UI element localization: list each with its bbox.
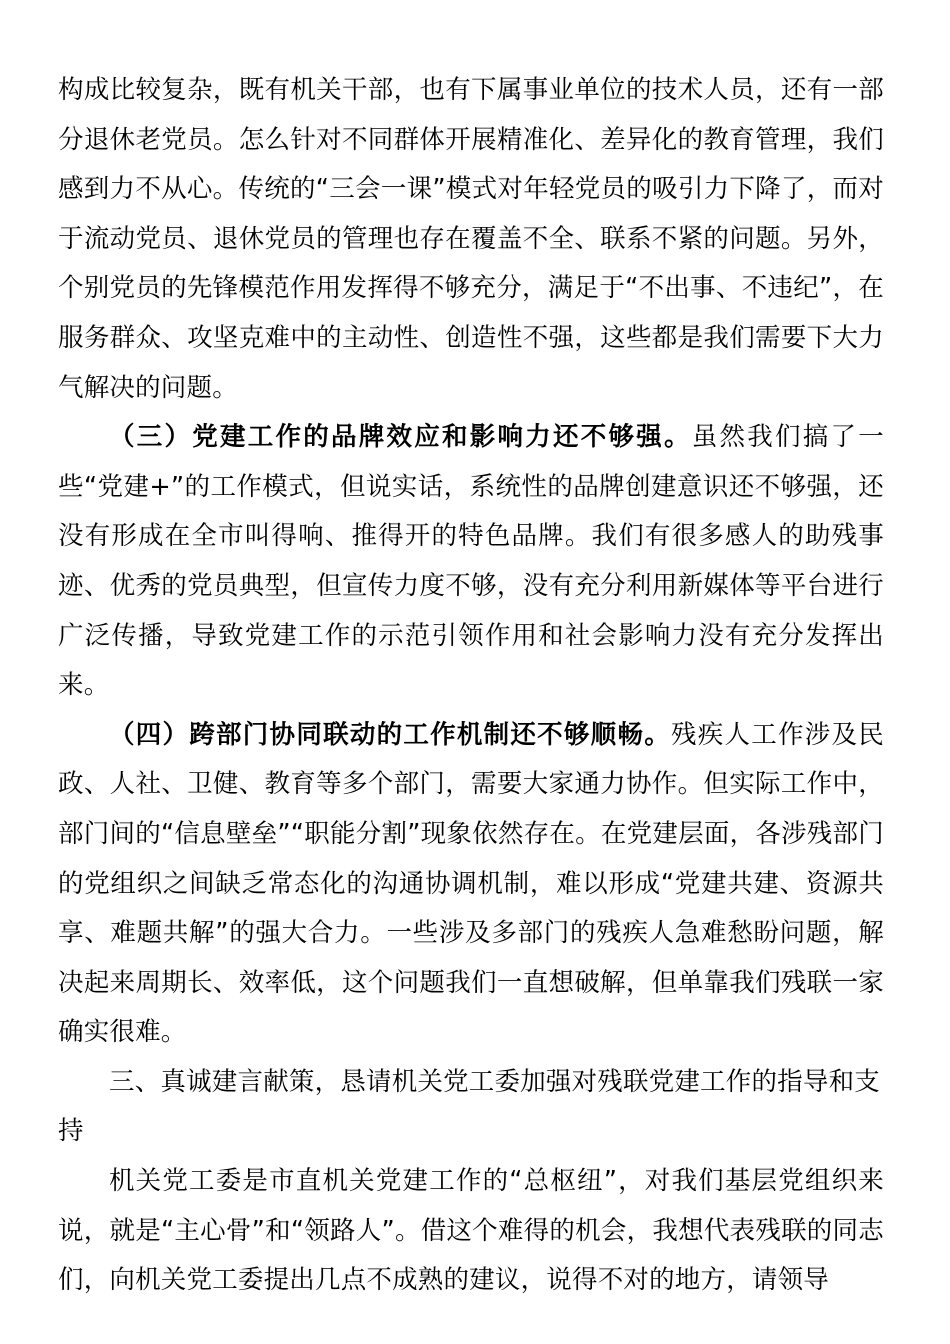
paragraph-text: 构成比较复杂，既有机关干部，也有下属事业单位的技术人员，还有一部分退休老党员。怎么针对不同群体开展精准化、差异化的教育管理，我们感到力不从心。传统的“三会一课”模式对年轻党员的吸引力下降了，而对于流动党员、退休党员的管理也存在覆盖不全、联系不紧的问题。另外，个别党员的先锋模范作用发挥得不够充分，满足于“不出事、不违纪”，在服务群众、攻坚克难中的主动性、创造性不强，这些都是我们需要下大力气解决的问题。 [58, 75, 884, 403]
paragraph-text: 残疾人工作涉及民政、人社、卫健、教育等多个部门，需要大家通力协作。但实际工作中，部门间的“信息壁垒”“职能分割”现象依然存在。在党建层面，各涉残部门的党组织之间缺乏常态化的沟通协调机制，难以形成“党建共建、资源共享、难题共解”的强大合力。一些涉及多部门的残疾人急难愁盼问题，解决起来周期长、效率低，这个问题我们一直想破解，但单靠我们残联一家确实很难。 [58, 719, 884, 1048]
paragraph-text: 虽然我们搞了一些“党建+”的工作模式，但说实话，系统性的品牌创建意识还不够强，还没有形成在全市叫得响、推得开的特色品牌。我们有很多感人的助残事迹、优秀的党员典型，但宣传力度不够，没有充分利用新媒体等平台进行广泛传播，导致党建工作的示范引领作用和社会影响力没有充分发挥出来。 [58, 422, 885, 701]
paragraph-heading: （三）党建工作的品牌效应和影响力还不够强。 [109, 422, 692, 453]
paragraph-continued [58, 66, 884, 413]
section-title: 三、真诚建言献策，恳请机关党工委加强对残联党建工作的指导和支持 [58, 1066, 881, 1147]
paragraph-coordination [58, 711, 884, 1058]
paragraph-closing: 机关党工委是市直机关党建工作的“总枢纽”，对我们基层党组织来说，就是“主心骨”和“领路人”。借这个难得的机会，我想代表残联的同志们，向机关党工委提出几点不成熟的建议，说得不对的地方，请领导 [58, 1166, 884, 1296]
paragraph-brand-effect [58, 413, 884, 711]
paragraph-heading: （四）跨部门协同联动的工作机制还不够顺畅。 [109, 719, 671, 750]
document-body [58, 66, 884, 1306]
